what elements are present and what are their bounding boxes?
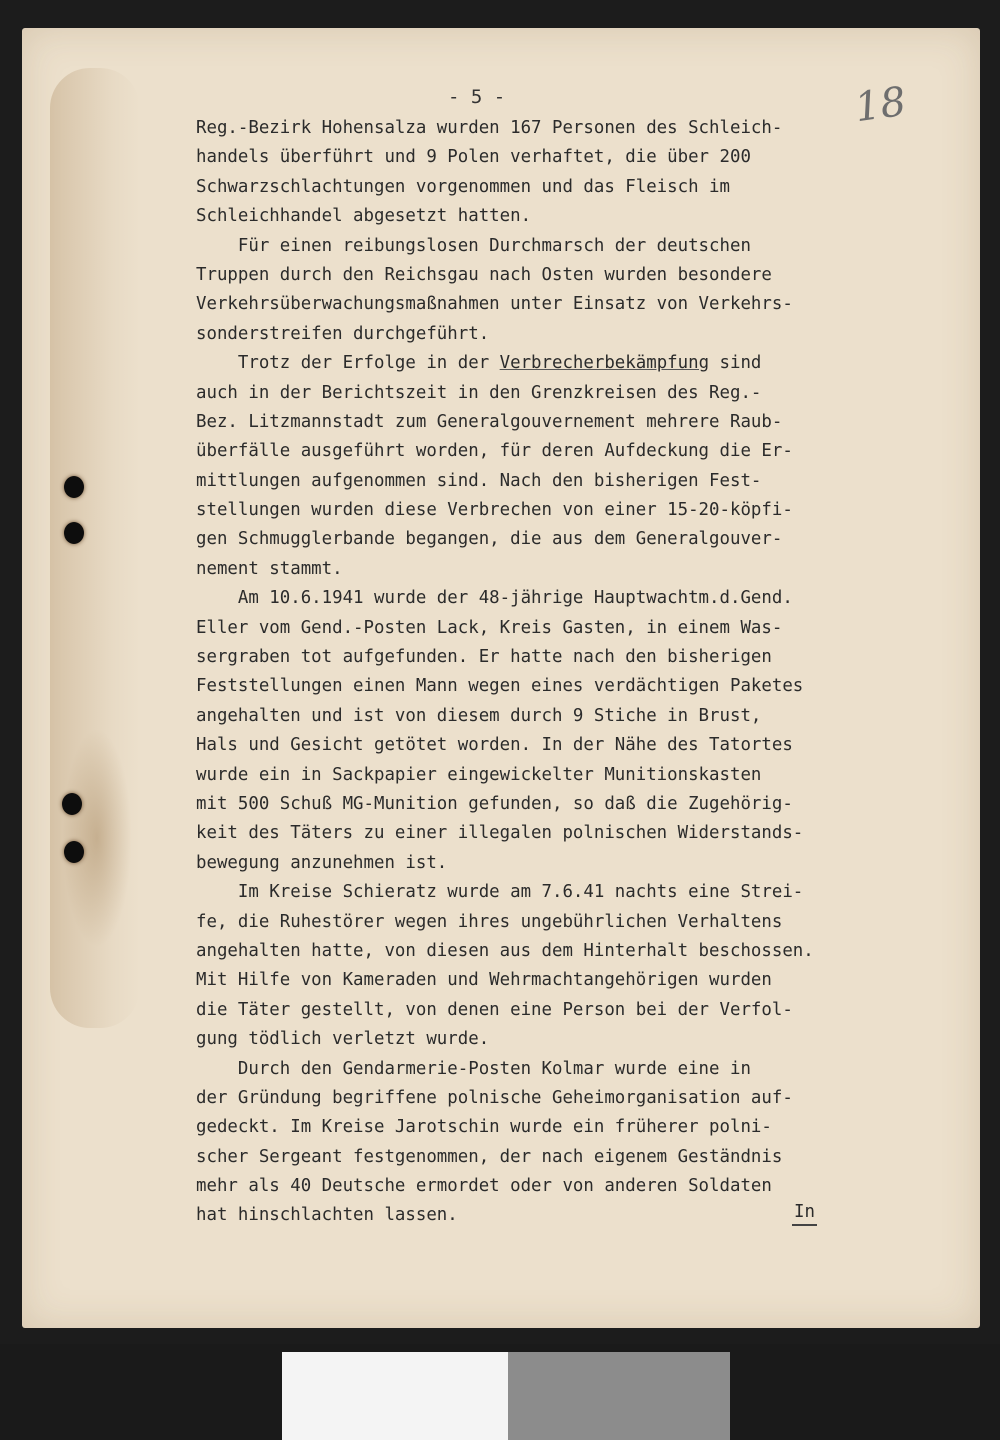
text-line: stellungen wurden diese Verbrechen von einer 15-20-köpfi- [196,500,793,521]
text-line: Trotz der Erfolge in der Verbrecherbekämpfung sind [196,353,762,374]
punch-hole [64,522,84,544]
text-line: Hals und Gesicht getötet worden. In der Nähe des Tatortes [196,735,793,756]
text-line: der Gründung begriffene polnische Geheimorganisation auf- [196,1087,793,1108]
text-line: gedeckt. Im Kreise Jarotschin wurde ein früherer polni- [196,1117,772,1138]
text-line: handels überführt und 9 Polen verhaftet, die über 200 [196,147,751,168]
grey-calibration-card [508,1352,730,1440]
text-line: Am 10.6.1941 wurde der 48-jährige Hauptwachtm.d.Gend. [196,588,793,609]
text-line: keit des Täters zu einer illegalen polnischen Widerstands- [196,823,804,844]
punch-hole [64,476,84,498]
text-line: angehalten hatte, von diesen aus dem Hinterhalt beschossen. [196,940,814,961]
text-line: Eller vom Gend.-Posten Lack, Kreis Gasten, in einem Was- [196,617,783,638]
typed-body-text [196,114,886,1231]
text-line: nement stammt. [196,558,343,579]
text-line: Verkehrsüberwachungsmaßnahmen unter Einsatz von Verkehrs- [196,294,793,315]
text-line: fe, die Ruhestörer wegen ihres ungebührlichen Verhaltens [196,911,783,932]
text-line: sergraben tot aufgefunden. Er hatte nach den bisherigen [196,647,772,668]
punch-hole [62,793,82,815]
text-line: mehr als 40 Deutsche ermordet oder von anderen Soldaten [196,1176,772,1197]
handwritten-folio-number: 18 [852,78,909,132]
text-line: Bez. Litzmannstadt zum Generalgouvernement mehrere Raub- [196,411,783,432]
text-line: mittlungen aufgenommen sind. Nach den bisherigen Fest- [196,470,762,491]
text-line: hat hinschlachten lassen. [196,1205,458,1226]
text-line: mit 500 Schuß MG-Munition gefunden, so daß die Zugehörig- [196,793,793,814]
text-line: die Täter gestellt, von denen eine Person bei der Verfol- [196,999,793,1020]
text-line: Durch den Gendarmerie-Posten Kolmar wurde eine in [196,1058,751,1079]
text-line: überfälle ausgeführt worden, für deren Aufdeckung die Er- [196,441,793,462]
text-line: wurde ein in Sackpapier eingewickelter Munitionskasten [196,764,762,785]
text-line: Feststellungen einen Mann wegen eines verdächtigen Paketes [196,676,804,697]
text-line: scher Sergeant festgenommen, der nach eigenem Geständnis [196,1146,783,1167]
text-line: Für einen reibungslosen Durchmarsch der deutschen [196,235,751,256]
text-line: Mit Hilfe von Kameraden und Wehrmachtangehörigen wurden [196,970,772,991]
text-line: Im Kreise Schieratz wurde am 7.6.41 nachts eine Strei- [196,882,804,903]
text-line: sonderstreifen durchgeführt. [196,323,490,344]
text-line: Schwarzschlachtungen vorgenommen und das Fleisch im [196,176,730,197]
text-line: bewegung anzunehmen ist. [196,852,448,873]
text-line: Truppen durch den Reichsgau nach Osten wurden besondere [196,264,772,285]
punch-hole [64,841,84,863]
text-line: angehalten und ist von diesem durch 9 Stiche in Brust, [196,705,762,726]
text-line: gung tödlich verletzt wurde. [196,1029,490,1050]
white-calibration-card [282,1352,508,1440]
text-line: gen Schmugglerbande begangen, die aus dem Generalgouver- [196,529,783,550]
text-line: Reg.-Bezirk Hohensalza wurden 167 Personen des Schleich- [196,118,783,138]
text-line: auch in der Berichtszeit in den Grenzkreisen des Reg.- [196,382,762,403]
page-number: - 5 - [448,86,506,108]
catchword: In [792,1202,817,1226]
text-line: Schleichhandel abgesetzt hatten. [196,206,532,227]
rust-stain [62,728,132,948]
